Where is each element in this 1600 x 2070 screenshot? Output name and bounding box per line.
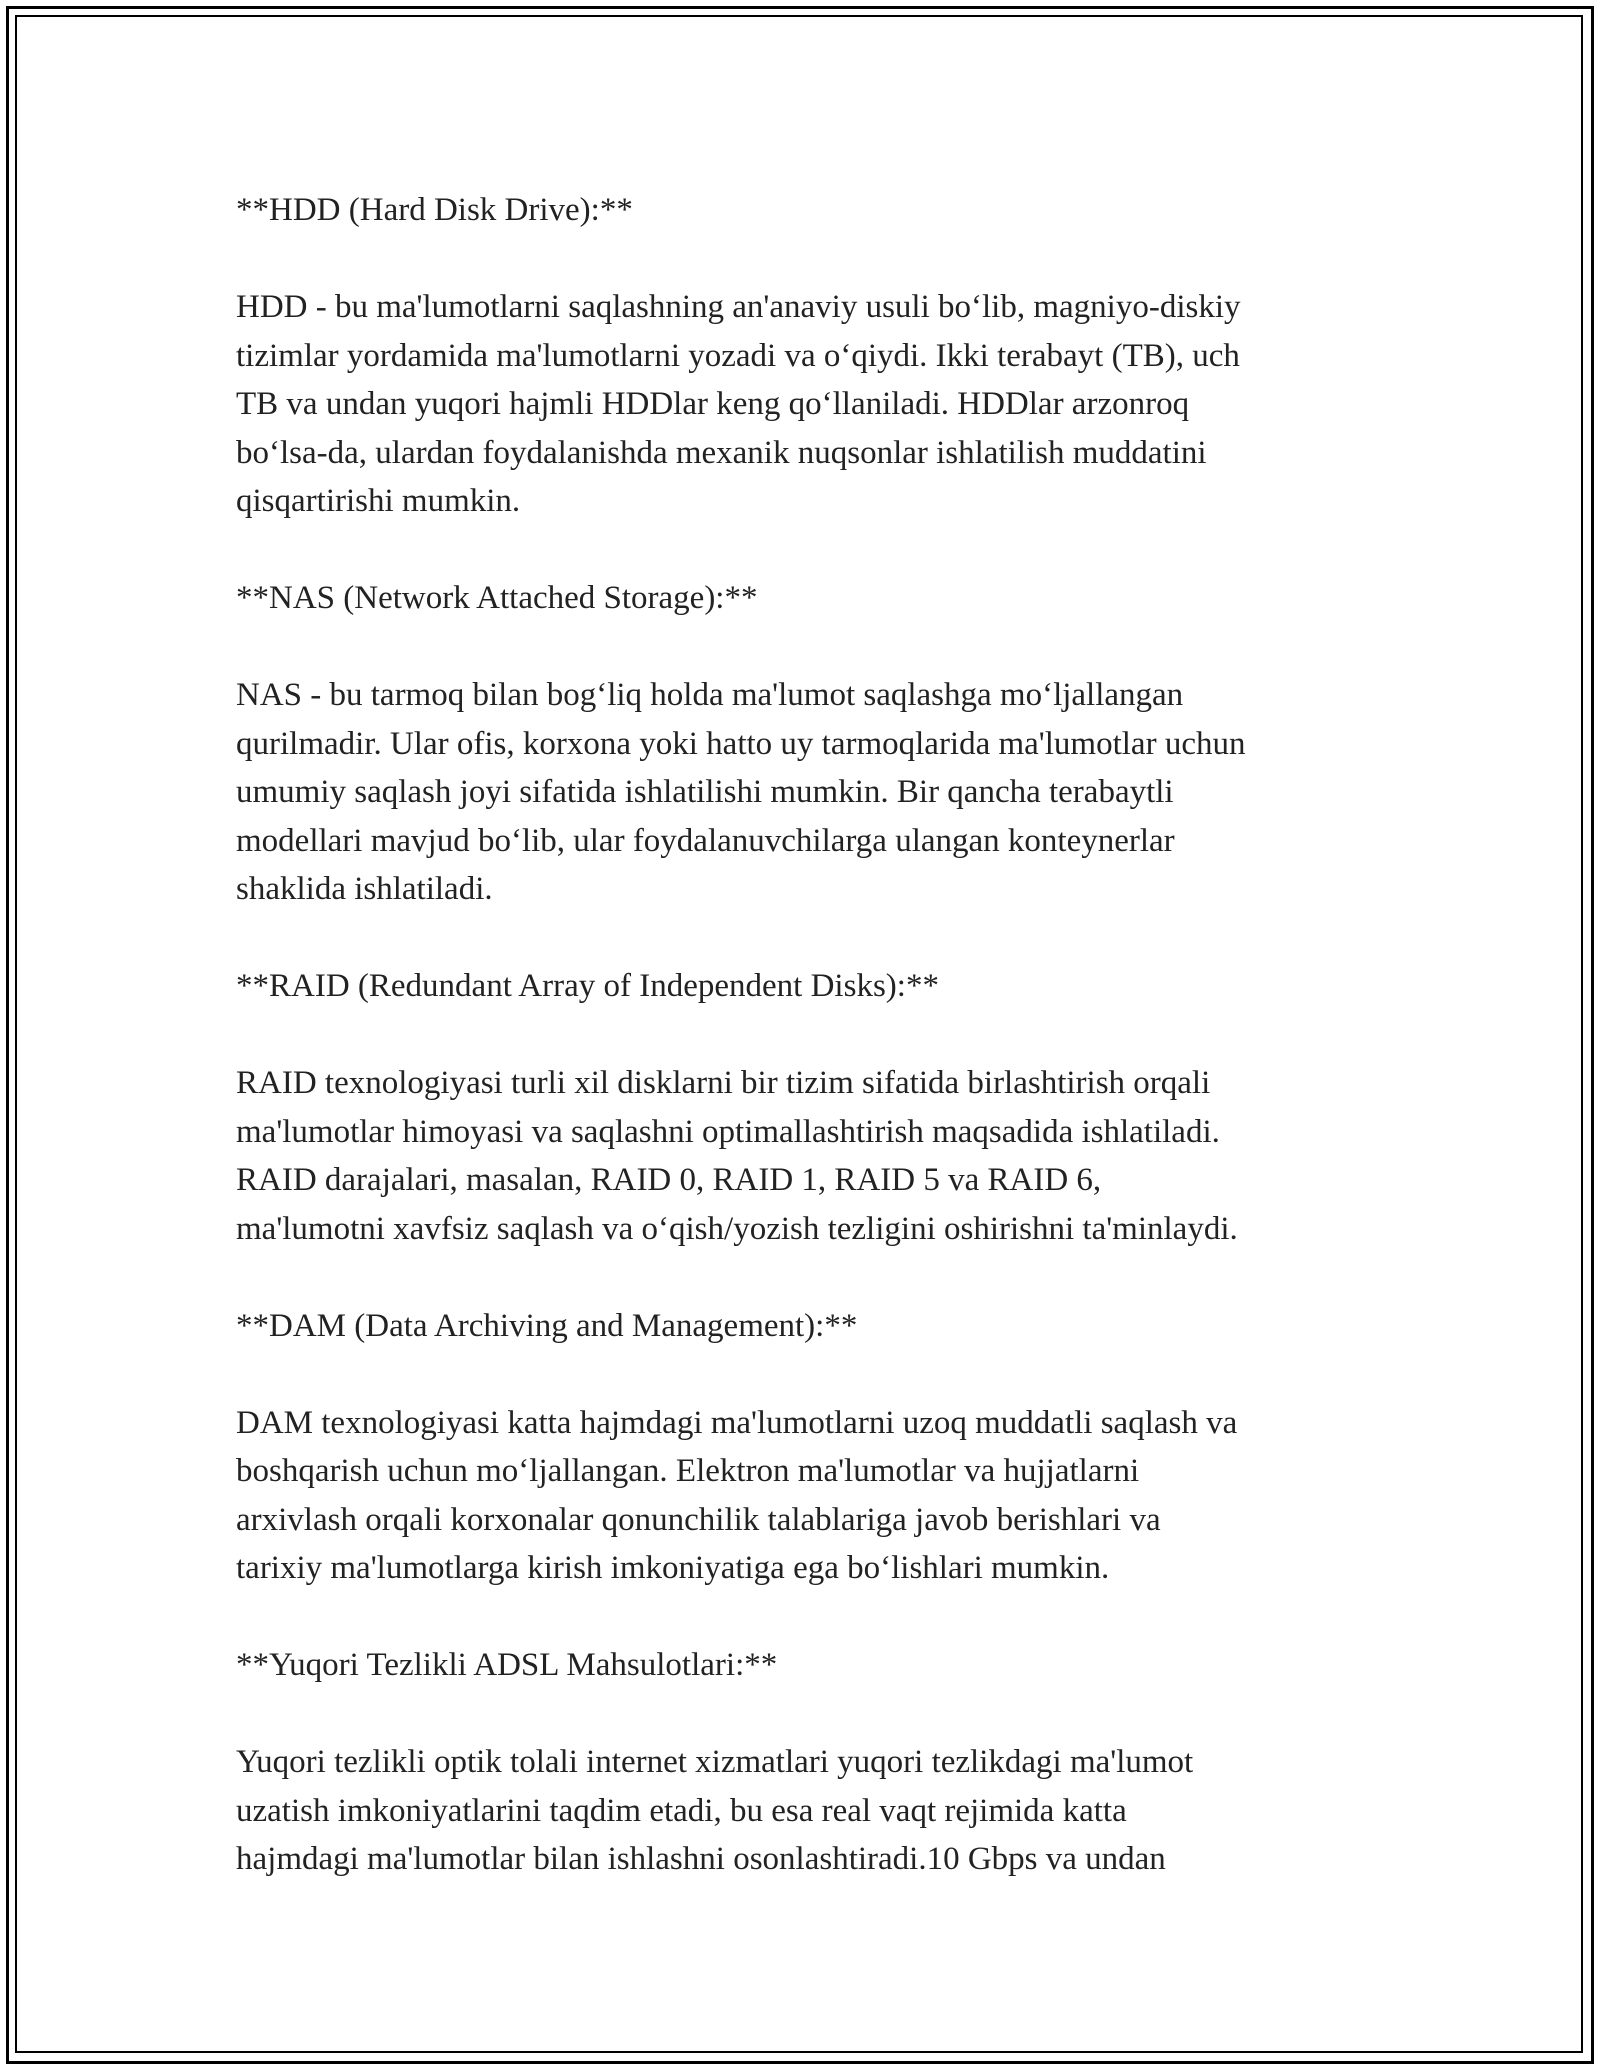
section-heading-adsl: **Yuqori Tezlikli ADSL Mahsulotlari:** [236, 1647, 778, 1683]
text-line: tizimlar yordamida ma'lumotlarni yozadi va o‘qiydi. Ikki terabayt (TB), uch [236, 337, 1240, 374]
paragraph-gap [236, 623, 1396, 672]
text-line: ma'lumotlar himoyasi va saqlashni optimallashtirish maqsadida ishlatiladi. [236, 1113, 1220, 1150]
text-line: uzatish imkoniyatlarini taqdim etadi, bu esa real vaqt rejimida katta [236, 1792, 1127, 1829]
text-line: modellari mavjud bo‘lib, ular foydalanuvchilarga ulangan konteynerlar [236, 822, 1175, 859]
text-line: boshqarish uchun mo‘ljallangan. Elektron ma'lumotlar va hujjatlarni [236, 1453, 1140, 1489]
text-line: qurilmadir. Ular ofis, korxona yoki hatto uy tarmoqlarida ma'lumotlar uchun [236, 725, 1246, 762]
text-line: ma'lumotni xavfsiz saqlash va o‘qish/yozish tezligini oshirishni ta'minlaydi. [236, 1210, 1238, 1247]
paragraph-gap [236, 1011, 1396, 1060]
text-line: umumiy saqlash joyi sifatida ishlatilishi mumkin. Bir qancha terabaytli [236, 774, 1174, 810]
text-line: NAS - bu tarmoq bilan bog‘liq holda ma'lumot saqlashga mo‘ljallangan [236, 677, 1184, 713]
text-line: RAID darajalari, masalan, RAID 0, RAID 1, RAID 5 va RAID 6, [236, 1162, 1102, 1198]
paragraph-gap [236, 914, 1396, 963]
paragraph-gap [236, 526, 1396, 575]
text-line: shaklida ishlatiladi. [236, 871, 493, 907]
section-heading-raid: **RAID (Redundant Array of Independent Disks):** [236, 968, 939, 1004]
text-line: HDD - bu ma'lumotlarni saqlashning an'anaviy usuli bo‘lib, magniyo-diskiy [236, 289, 1241, 325]
section-heading-nas: **NAS (Network Attached Storage):** [236, 580, 758, 616]
section-heading-dam: **DAM (Data Archiving and Management):** [236, 1307, 858, 1344]
document-body [236, 186, 1396, 1884]
text-line: hajmdagi ma'lumotlar bilan ishlashni osonlashtiradi.10 Gbps va undan [236, 1841, 1166, 1877]
text-line: arxivlash orqali korxonalar qonunchilik talablariga javob berishlari va [236, 1501, 1161, 1538]
text-line: DAM texnologiyasi katta hajmdagi ma'lumotlarni uzoq muddatli saqlash va [236, 1404, 1238, 1441]
text-line: tarixiy ma'lumotlarga kirish imkoniyatiga ega bo‘lishlari mumkin. [236, 1550, 1110, 1586]
section-paragraph-adsl [236, 1738, 1396, 1884]
paragraph-gap [236, 235, 1396, 284]
text-line: qisqartirishi mumkin. [236, 483, 521, 519]
section-paragraph-nas [236, 671, 1396, 914]
text-line: bo‘lsa-da, ulardan foydalanishda mexanik nuqsonlar ishlatilish muddatini [236, 434, 1207, 471]
text-line: RAID texnologiyasi turli xil disklarni bir tizim sifatida birlashtirish orqali [236, 1065, 1211, 1101]
section-paragraph-dam [236, 1399, 1396, 1593]
paragraph-gap [236, 1253, 1396, 1302]
section-paragraph-raid [236, 1059, 1396, 1253]
paragraph-gap [236, 1350, 1396, 1399]
section-paragraph-hdd [236, 283, 1396, 526]
text-line: TB va undan yuqori hajmli HDDlar keng qo‘llaniladi. HDDlar arzonroq [236, 386, 1190, 422]
paragraph-gap [236, 1690, 1396, 1739]
section-heading-hdd: **HDD (Hard Disk Drive):** [236, 192, 633, 228]
paragraph-gap [236, 1593, 1396, 1642]
text-line: Yuqori tezlikli optik tolali internet xizmatlari yuqori tezlikdagi ma'lumot [236, 1744, 1194, 1780]
